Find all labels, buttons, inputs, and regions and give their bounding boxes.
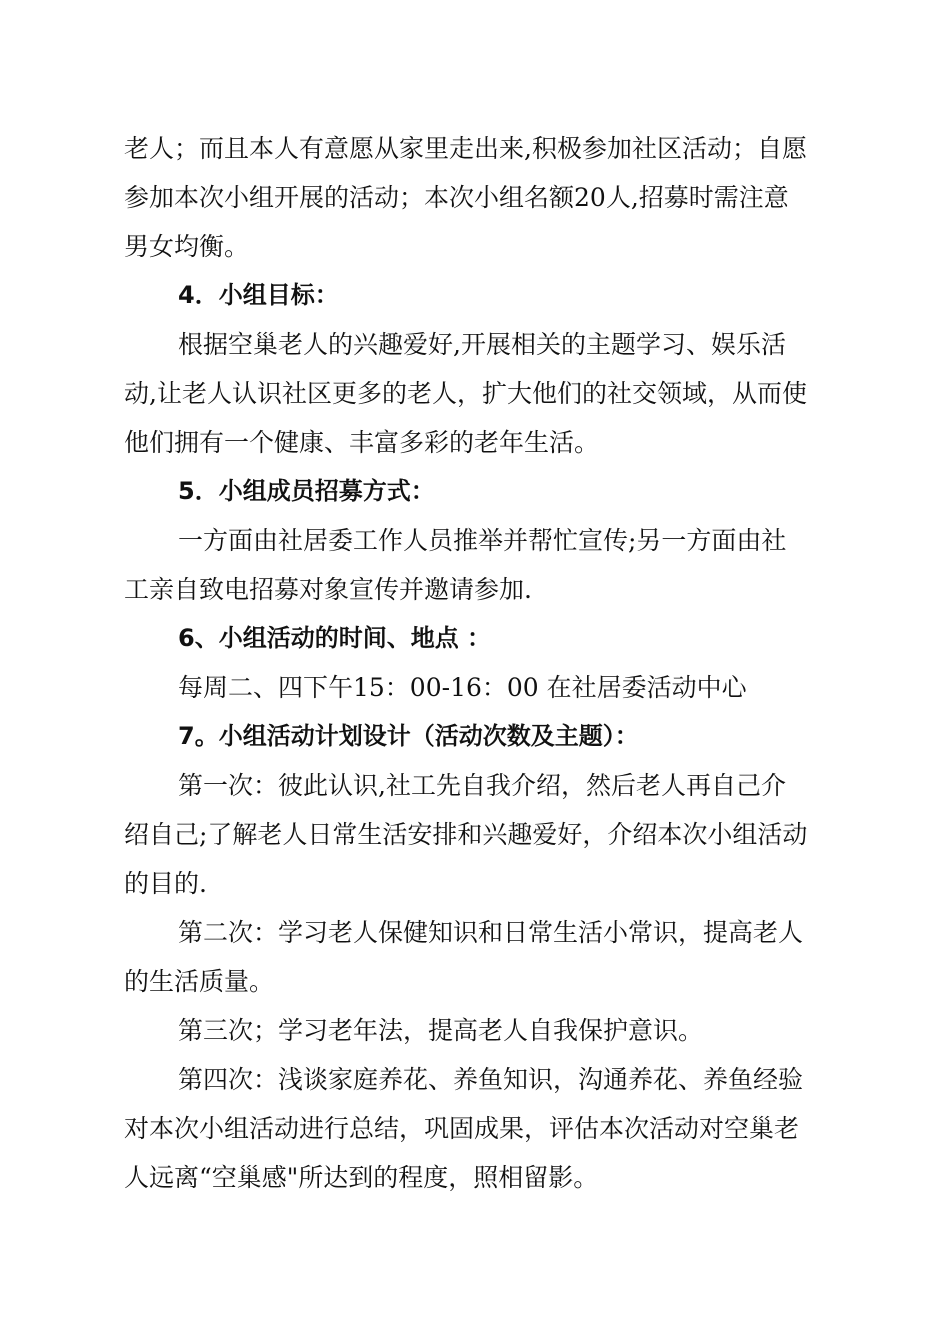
text-line: 第一次：彼此认识,社工先自我介绍，然后老人再自己介 (178, 771, 786, 800)
text-line: 人远离“空巢感"所达到的程度，照相留影。 (124, 1163, 599, 1192)
text-line: 第四次：浅谈家庭养花、养鱼知识，沟通养花、养鱼经验 (178, 1065, 804, 1094)
text-line: 工亲自致电招募对象宣传并邀请参加. (124, 575, 532, 604)
text-line: 的目的. (124, 869, 207, 898)
text-line: 第三次；学习老年法，提高老人自我保护意识。 (178, 1016, 704, 1045)
text-line: 老人；而且本人有意愿从家里走出来,积极参加社区活动；自愿 (124, 134, 807, 163)
text-line: 绍自己;了解老人日常生活安排和兴趣爱好，介绍本次小组活动 (124, 820, 808, 849)
heading-group-goal: 4．小组目标： (178, 281, 339, 309)
document-page (124, 124, 830, 1202)
text-line: 对本次小组活动进行总结，巩固成果，评估本次活动对空巢老 (124, 1114, 800, 1143)
heading-recruitment: 5．小组成员招募方式： (178, 477, 435, 505)
paragraph-session-4 (124, 1055, 830, 1202)
text-line: 根据空巢老人的兴趣爱好,开展相关的主题学习、娱乐活 (178, 330, 786, 359)
text-line: 参加本次小组开展的活动；本次小组名额20人,招募时需注意 (124, 183, 789, 212)
paragraph-goal (124, 320, 830, 467)
paragraph-intro (124, 124, 830, 271)
text-line: 他们拥有一个健康、丰富多彩的老年生活。 (124, 428, 600, 457)
heading-time-place: 6、小组活动的时间、地点 ： (178, 624, 492, 652)
heading-activity-plan: 7。小组活动计划设计（活动次数及主题）： (178, 722, 639, 750)
text-line: 第二次：学习老人保健知识和日常生活小常识，提高老人 (178, 918, 804, 947)
text-line: 动,让老人认识社区更多的老人，扩大他们的社交领域，从而使 (124, 379, 807, 408)
text-line: 每周二、四下午15：00-16：00 在社居委活动中心 (178, 673, 747, 702)
paragraph-session-2 (124, 908, 830, 1006)
paragraph-time-place (124, 663, 830, 712)
text-line: 一方面由社居委工作人员推举并帮忙宣传;另一方面由社 (178, 526, 787, 555)
text-line: 男女均衡。 (124, 232, 250, 261)
paragraph-session-3 (124, 1006, 830, 1055)
paragraph-recruitment (124, 516, 830, 614)
text-line: 的生活质量。 (124, 967, 275, 996)
paragraph-session-1 (124, 761, 830, 908)
